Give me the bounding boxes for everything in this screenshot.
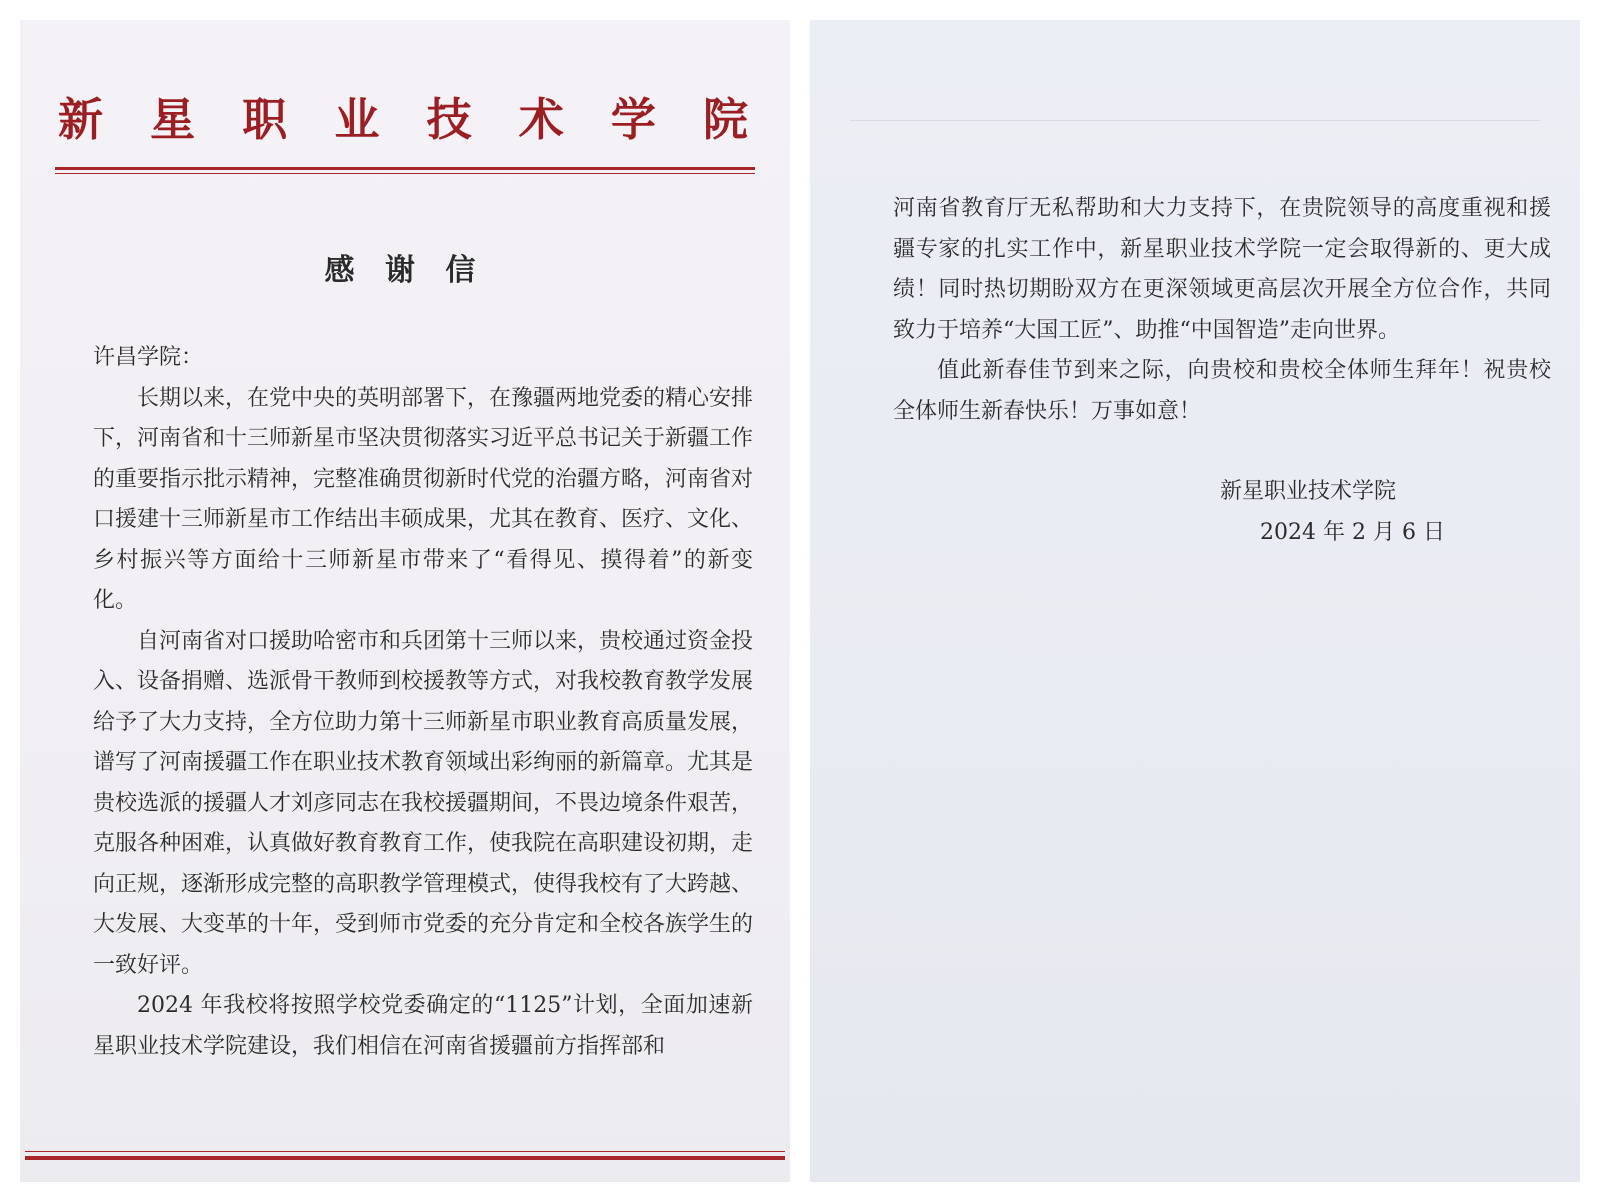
letterhead-char: 职 <box>242 93 288 146</box>
body-paragraph: 值此新春佳节到来之际，向贵校和贵校全体师生拜年！祝贵校全体师生新春快乐！万事如意！ <box>893 358 1551 424</box>
letterhead-title <box>58 90 748 150</box>
letterhead-char: 新 <box>58 93 104 146</box>
letterhead-char: 术 <box>518 93 564 146</box>
body-paragraph: 河南省教育厅无私帮助和大力支持下，在贵院领导的高度重视和援疆专家的扎实工作中，新星职业技术学院一定会取得新的、更大成绩！同时热切期盼双方在更深领域更高层次开展全方位合作，共同致力于培养“大国工匠”、助推“中国智造”走向世界。 <box>893 196 1551 343</box>
signature-org: 新星职业技术学院 <box>1220 479 1397 504</box>
signature-date: 2024 年 2 月 6 日 <box>1260 520 1445 545</box>
letter-body-part-2 <box>893 189 1551 432</box>
letterhead-rule-thick <box>55 167 755 170</box>
letterhead-rule-thin <box>55 173 755 174</box>
footer-rule-thick <box>25 1156 785 1160</box>
letterhead-char: 院 <box>702 93 748 146</box>
footer-rule-thin <box>25 1151 785 1152</box>
letterhead-char: 业 <box>334 93 380 146</box>
page-top-line <box>850 120 1540 121</box>
salutation: 许昌学院： <box>93 345 204 370</box>
letter-title: 感 谢 信 <box>324 253 486 288</box>
letter-page-2 <box>810 20 1580 1182</box>
body-paragraph: 2024 年我校将按照学校党委确定的“1125”计划，全面加速新星职业技术学院建设，我们相信在河南省援疆前方指挥部和 <box>93 993 753 1059</box>
letterhead-char: 技 <box>426 93 472 146</box>
letterhead-char: 星 <box>150 93 196 146</box>
letter-page-1 <box>20 20 790 1182</box>
letter-body-part-1 <box>93 338 753 1067</box>
body-paragraph: 自河南省对口援助哈密市和兵团第十三师以来，贵校通过资金投入、设备捐赠、选派骨干教师到校援教等方式，对我校教育教学发展给予了大力支持，全方位助力第十三师新星市职业教育高质量发展，谱写了河南援疆工作在职业技术教育领域出彩绚丽的新篇章。尤其是贵校选派的援疆人才刘彦同志在我校援疆期间，不畏边境条件艰苦，克服各种困难，认真做好教育教育工作，使我院在高职建设初期，走向正规，逐渐形成完整的高职教学管理模式，使得我校有了大跨越、大发展、大变革的十年，受到师市党委的充分肯定和全校各族学生的一致好评。 <box>93 628 754 978</box>
letterhead-char: 学 <box>610 93 656 146</box>
body-paragraph: 长期以来，在党中央的英明部署下，在豫疆两地党委的精心安排下，河南省和十三师新星市坚决贯彻落实习近平总书记关于新疆工作的重要指示批示精神，完整准确贯彻新时代党的治疆方略，河南省对口援建十三师新星市工作结出丰硕成果，尤其在教育、医疗、文化、乡村振兴等方面给十三师新星市带来了“看得见、摸得着”的新变化。 <box>93 385 754 613</box>
